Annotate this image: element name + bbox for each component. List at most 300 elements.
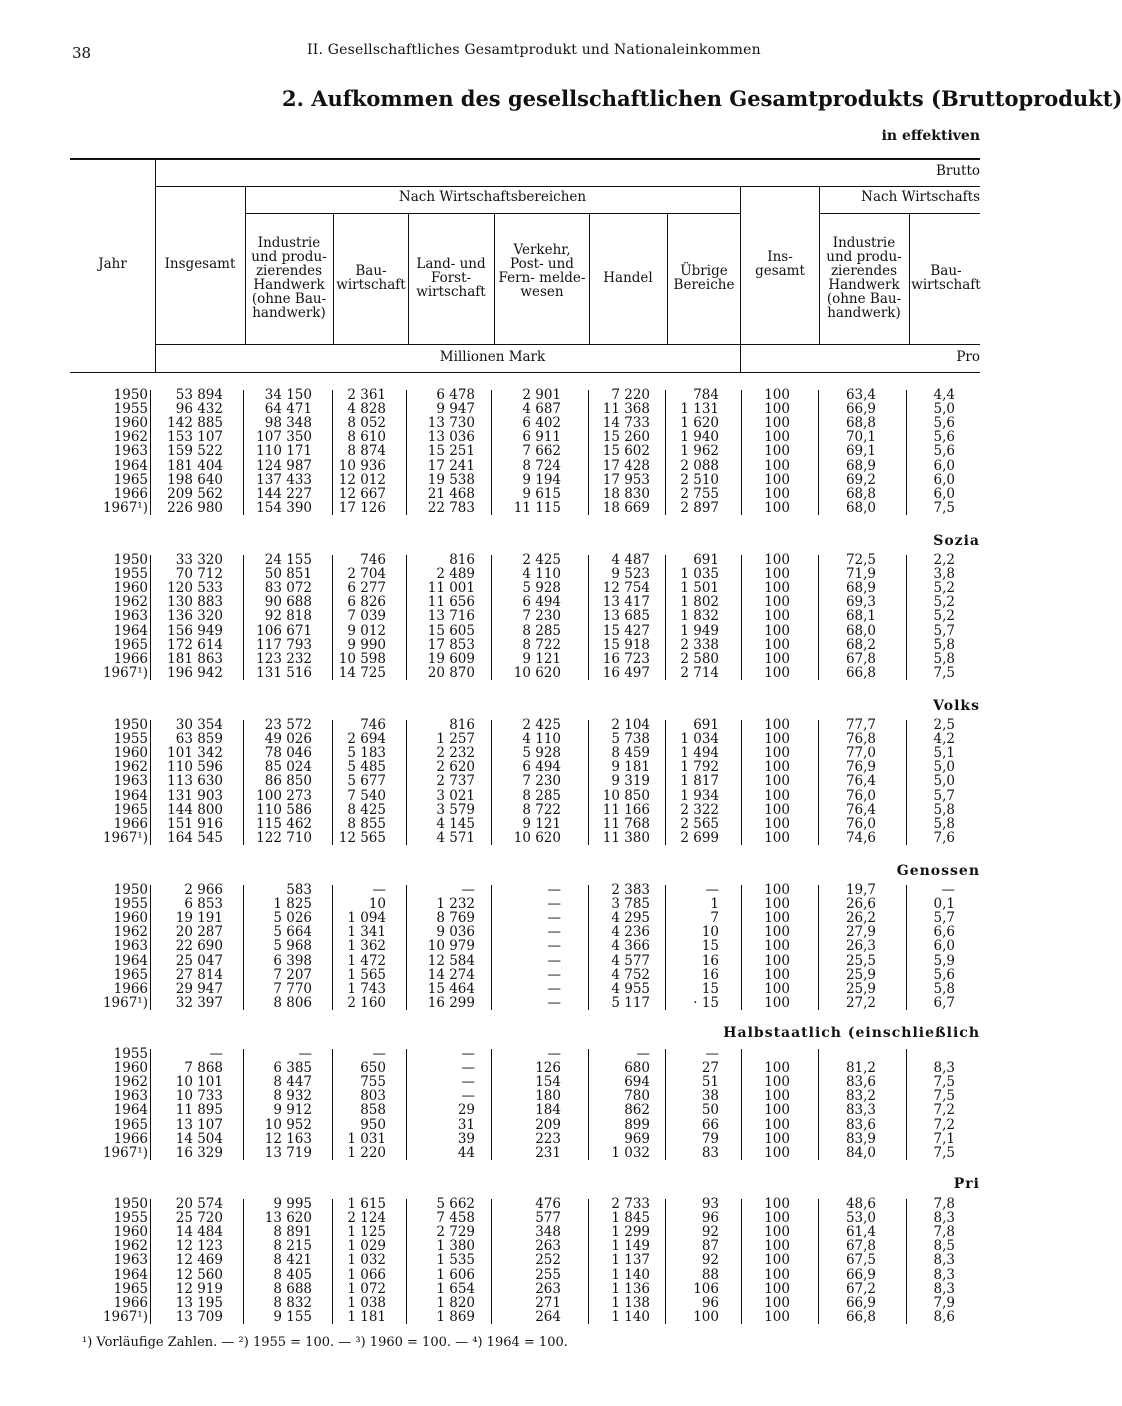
- cell-insgesamt-percent: 100: [764, 499, 790, 516]
- cell-insgesamt: —: [209, 1046, 223, 1062]
- cell-handel: 15 427: [602, 622, 650, 639]
- cell-verkehr: 180: [535, 1088, 561, 1105]
- cell-bau: 1 066: [347, 1266, 386, 1283]
- cell-uebrige: 784: [693, 387, 719, 403]
- cell-industrie-percent: 76,0: [845, 815, 876, 832]
- cell-verkehr: 252: [535, 1252, 561, 1269]
- cell-industrie: 8 405: [273, 1266, 312, 1283]
- cell-handel: 4 366: [611, 938, 650, 955]
- section-label: Volks: [933, 698, 980, 714]
- cell-bau-percent: 5,8: [933, 815, 955, 832]
- cell-handel: —: [636, 1046, 650, 1062]
- cell-insgesamt-percent: 100: [764, 552, 790, 568]
- header-nach-left: Nach Wirtschaftsbereichen: [398, 189, 587, 205]
- cell-verkehr: 5 928: [522, 745, 561, 762]
- cell-industrie: 83 072: [264, 580, 312, 597]
- cell-industrie-percent: 76,9: [845, 759, 876, 776]
- cell-bau-percent: 7,6: [933, 829, 955, 846]
- cell-jahr: 1962: [113, 924, 148, 941]
- cell-jahr: 1962: [113, 1074, 148, 1091]
- cell-verkehr: 10 620: [513, 829, 561, 846]
- cell-bau: 8 874: [347, 443, 386, 460]
- cell-handel: 8 459: [611, 745, 650, 762]
- cell-verkehr: 263: [535, 1238, 561, 1255]
- cell-uebrige: 16: [701, 952, 719, 969]
- cell-verkehr: 6 911: [522, 429, 561, 446]
- cell-insgesamt: 14 504: [175, 1130, 223, 1147]
- block-rule: [150, 1049, 151, 1160]
- block-rule: [906, 885, 907, 1010]
- cell-insgesamt-percent: 100: [764, 994, 790, 1011]
- cell-handel: 13 685: [602, 608, 650, 625]
- cell-verkehr: 6 402: [522, 415, 561, 432]
- cell-jahr: 1960: [113, 580, 148, 597]
- cell-industrie: 110 171: [256, 443, 312, 460]
- cell-bau: 10: [368, 896, 386, 913]
- cell-jahr: 1962: [113, 759, 148, 776]
- cell-bau-percent: 5,9: [933, 952, 955, 969]
- cell-uebrige: 92: [701, 1224, 719, 1241]
- cell-land: 15 251: [427, 443, 475, 460]
- cell-uebrige: 87: [701, 1238, 719, 1255]
- cell-industrie: 5 026: [273, 910, 312, 927]
- cell-industrie-percent: 68,9: [845, 457, 876, 474]
- cell-insgesamt: 16 329: [175, 1144, 223, 1161]
- block-rule: [818, 555, 819, 680]
- block-rule: [150, 1199, 151, 1324]
- cell-bau: 8 610: [347, 429, 386, 446]
- cell-land: —: [461, 882, 475, 898]
- cell-land: 1 257: [436, 731, 475, 748]
- cell-industrie-percent: 63,4: [845, 387, 876, 403]
- cell-land: 2 737: [436, 773, 475, 790]
- cell-bau-percent: 8,3: [933, 1210, 955, 1227]
- cell-handel: 1 140: [611, 1308, 650, 1325]
- cell-industrie: 144 227: [256, 485, 312, 502]
- block-rule: [818, 1199, 819, 1324]
- cell-insgesamt: 101 342: [167, 745, 223, 762]
- section-label: Halbstaatlich (einschließlich: [723, 1025, 980, 1041]
- cell-handel: 4 295: [611, 910, 650, 927]
- cell-verkehr: 8 285: [522, 787, 561, 804]
- cell-jahr: 1964: [113, 1102, 148, 1119]
- cell-jahr: 1967¹): [102, 994, 148, 1011]
- cell-jahr: 1963: [113, 938, 148, 955]
- cell-bau: 1 031: [347, 1130, 386, 1147]
- cell-uebrige: 79: [701, 1130, 719, 1147]
- cell-industrie-percent: 69,2: [845, 471, 876, 488]
- cell-handel: 5 117: [611, 994, 650, 1011]
- cell-industrie: 137 433: [256, 471, 312, 488]
- block-rule: [491, 390, 492, 515]
- cell-jahr: 1967¹): [102, 829, 148, 846]
- cell-handel: 680: [624, 1060, 650, 1077]
- cell-insgesamt-percent: 100: [764, 1088, 790, 1105]
- cell-bau: 9 012: [347, 622, 386, 639]
- cell-land: —: [461, 1060, 475, 1077]
- block-rule: [406, 390, 407, 515]
- cell-insgesamt-percent: 100: [764, 1196, 790, 1212]
- cell-insgesamt-percent: 100: [764, 1130, 790, 1147]
- cell-jahr: 1966: [113, 815, 148, 832]
- cell-industrie-percent: 76,4: [845, 773, 876, 790]
- cell-insgesamt-percent: 100: [764, 801, 790, 818]
- block-rule: [243, 720, 244, 845]
- cell-uebrige: 88: [701, 1266, 719, 1283]
- cell-industrie-percent: 66,9: [845, 1294, 876, 1311]
- cell-jahr: 1965: [113, 1116, 148, 1133]
- header-brutto: Brutto: [935, 163, 980, 179]
- cell-jahr: 1955: [113, 401, 148, 418]
- cell-verkehr: 8 722: [522, 636, 561, 653]
- block-rule: [491, 885, 492, 1010]
- cell-insgesamt-percent: 100: [764, 773, 790, 790]
- cell-bau-percent: 7,5: [933, 1088, 955, 1105]
- cell-bau-percent: 7,2: [933, 1116, 955, 1133]
- block-rule: [818, 720, 819, 845]
- cell-industrie: 50 851: [264, 566, 312, 583]
- cell-jahr: 1965: [113, 1280, 148, 1297]
- cell-industrie-percent: 66,9: [845, 1266, 876, 1283]
- cell-bau: 12 565: [338, 829, 386, 846]
- cell-industrie: 13 620: [264, 1210, 312, 1227]
- cell-industrie: 9 912: [273, 1102, 312, 1119]
- cell-uebrige: 2 338: [680, 636, 719, 653]
- cell-uebrige: 100: [693, 1308, 719, 1325]
- cell-uebrige: 1 035: [680, 566, 719, 583]
- cell-insgesamt: 13 107: [175, 1116, 223, 1133]
- cell-insgesamt: 14 484: [175, 1224, 223, 1241]
- cell-uebrige: 2 322: [680, 801, 719, 818]
- cell-bau: 8 855: [347, 815, 386, 832]
- block-rule: [906, 390, 907, 515]
- cell-land: 17 853: [427, 636, 475, 653]
- cell-insgesamt: 10 101: [175, 1074, 223, 1091]
- block-rule: [150, 720, 151, 845]
- cell-verkehr: 6 494: [522, 594, 561, 611]
- cell-land: 12 584: [427, 952, 475, 969]
- cell-insgesamt-percent: 100: [764, 882, 790, 898]
- cell-jahr: 1964: [113, 622, 148, 639]
- cell-insgesamt-percent: 100: [764, 443, 790, 460]
- cell-insgesamt-percent: 100: [764, 457, 790, 474]
- cell-insgesamt-percent: 100: [764, 731, 790, 748]
- cell-industrie-percent: 83,6: [845, 1074, 876, 1091]
- cell-land: 19 609: [427, 650, 475, 667]
- cell-industrie: 78 046: [264, 745, 312, 762]
- cell-industrie: 8 891: [273, 1224, 312, 1241]
- cell-verkehr: 2 425: [522, 717, 561, 733]
- cell-bau-percent: 5,0: [933, 773, 955, 790]
- cell-uebrige: 83: [701, 1144, 719, 1161]
- cell-handel: 13 417: [602, 594, 650, 611]
- cell-verkehr: 7 230: [522, 773, 561, 790]
- cell-land: 1 380: [436, 1238, 475, 1255]
- cell-bau-percent: 5,6: [933, 966, 955, 983]
- cell-industrie-percent: 68,1: [845, 608, 876, 625]
- block-rule: [741, 390, 742, 515]
- cell-bau: 10 598: [338, 650, 386, 667]
- cell-land: 9 947: [436, 401, 475, 418]
- cell-insgesamt-percent: 100: [764, 815, 790, 832]
- cell-verkehr: 8 285: [522, 622, 561, 639]
- cell-industrie: 8 688: [273, 1280, 312, 1297]
- cell-insgesamt: 53 894: [175, 387, 223, 403]
- cell-verkehr: 9 194: [522, 471, 561, 488]
- block-rule: [243, 885, 244, 1010]
- cell-bau-percent: 6,0: [933, 485, 955, 502]
- cell-land: 11 001: [427, 580, 475, 597]
- block-rule: [406, 720, 407, 845]
- cell-verkehr: 7 230: [522, 608, 561, 625]
- cell-insgesamt: 196 942: [167, 664, 223, 681]
- cell-insgesamt-percent: 100: [764, 401, 790, 418]
- cell-industrie: 5 664: [273, 924, 312, 941]
- cell-insgesamt: 96 432: [175, 401, 223, 418]
- cell-industrie-percent: 48,6: [845, 1196, 876, 1212]
- cell-insgesamt-percent: 100: [764, 1252, 790, 1269]
- cell-insgesamt: 110 596: [167, 759, 223, 776]
- cell-industrie-percent: 68,8: [845, 415, 876, 432]
- cell-handel: 694: [624, 1074, 650, 1091]
- cell-bau: 5 183: [347, 745, 386, 762]
- header-verkehr: Verkehr, Post- und Fern- melde- wesen: [498, 242, 586, 300]
- unit-rule: [155, 344, 980, 345]
- cell-jahr: 1967¹): [102, 1308, 148, 1325]
- cell-bau-percent: 8,3: [933, 1060, 955, 1077]
- cell-land: 1 654: [436, 1280, 475, 1297]
- cell-insgesamt: 136 320: [167, 608, 223, 625]
- cell-bau-percent: 5,2: [933, 580, 955, 597]
- cell-jahr: 1963: [113, 1088, 148, 1105]
- header-handel: Handel: [603, 270, 653, 286]
- cell-jahr: 1963: [113, 773, 148, 790]
- cell-verkehr: 577: [535, 1210, 561, 1227]
- cell-bau: 1 615: [347, 1196, 386, 1212]
- col-rule-8: [740, 186, 741, 372]
- cell-bau: 2 361: [347, 387, 386, 403]
- cell-insgesamt: 6 853: [184, 896, 223, 913]
- cell-bau: 950: [360, 1116, 386, 1133]
- cell-industrie-percent: 67,8: [845, 650, 876, 667]
- cell-bau: 12 012: [338, 471, 386, 488]
- cell-handel: 1 137: [611, 1252, 650, 1269]
- section-label: Sozia: [933, 533, 980, 549]
- cell-uebrige: 691: [693, 552, 719, 568]
- cell-verkehr: 2 901: [522, 387, 561, 403]
- cell-land: 16 299: [427, 994, 475, 1011]
- cell-handel: 11 380: [602, 829, 650, 846]
- cell-insgesamt: 70 712: [175, 566, 223, 583]
- cell-insgesamt-percent: 100: [764, 429, 790, 446]
- header-bau-percent: Bau- wirtschaft: [911, 263, 981, 293]
- cell-bau-percent: 7,8: [933, 1224, 955, 1241]
- cell-bau-percent: 7,5: [933, 664, 955, 681]
- cell-land: 31: [457, 1116, 475, 1133]
- cell-industrie: 49 026: [264, 731, 312, 748]
- cell-handel: 15 602: [602, 443, 650, 460]
- cell-verkehr: 209: [535, 1116, 561, 1133]
- cell-verkehr: 231: [535, 1144, 561, 1161]
- cell-insgesamt-percent: 100: [764, 1102, 790, 1119]
- cell-industrie: 8 215: [273, 1238, 312, 1255]
- cell-bau-percent: 7,9: [933, 1294, 955, 1311]
- cell-land: 4 571: [436, 829, 475, 846]
- cell-insgesamt: 181 404: [167, 457, 223, 474]
- cell-verkehr: 8 724: [522, 457, 561, 474]
- block-rule: [491, 1199, 492, 1324]
- cell-bau: 746: [360, 717, 386, 733]
- cell-insgesamt-percent: 100: [764, 1238, 790, 1255]
- cell-handel: 14 733: [602, 415, 650, 432]
- cell-insgesamt-percent: 100: [764, 910, 790, 927]
- cell-insgesamt: 159 522: [167, 443, 223, 460]
- cell-bau-percent: 6,0: [933, 938, 955, 955]
- cell-jahr: 1967¹): [102, 664, 148, 681]
- cell-verkehr: —: [547, 910, 561, 927]
- block-rule: [665, 885, 666, 1010]
- cell-land: 1 535: [436, 1252, 475, 1269]
- cell-insgesamt-percent: 100: [764, 650, 790, 667]
- cell-bau: 17 126: [338, 499, 386, 516]
- cell-bau: 1 038: [347, 1294, 386, 1311]
- cell-land: 21 468: [427, 485, 475, 502]
- cell-land: 3 021: [436, 787, 475, 804]
- cell-bau-percent: 7,8: [933, 1196, 955, 1212]
- cell-industrie: 583: [286, 882, 312, 898]
- cell-land: 13 036: [427, 429, 475, 446]
- cell-industrie-percent: 26,6: [845, 896, 876, 913]
- cell-jahr: 1950: [113, 552, 148, 568]
- cell-bau-percent: 5,0: [933, 401, 955, 418]
- cell-land: —: [461, 1074, 475, 1091]
- cell-bau-percent: 2,2: [933, 552, 955, 568]
- cell-land: 5 662: [436, 1196, 475, 1212]
- cell-uebrige: 27: [701, 1060, 719, 1077]
- header-jahr: Jahr: [98, 256, 127, 272]
- cell-insgesamt-percent: 100: [764, 622, 790, 639]
- cell-verkehr: —: [547, 896, 561, 913]
- cell-industrie-percent: 83,2: [845, 1088, 876, 1105]
- cell-industrie-percent: 25,9: [845, 980, 876, 997]
- block-rule: [150, 555, 151, 680]
- cell-industrie-percent: 76,8: [845, 731, 876, 748]
- cell-insgesamt: 29 947: [175, 980, 223, 997]
- col-rule-3: [333, 213, 334, 344]
- cell-industrie: 90 688: [264, 594, 312, 611]
- cell-land: 44: [457, 1144, 475, 1161]
- cell-uebrige: 16: [701, 966, 719, 983]
- cell-bau: 8 052: [347, 415, 386, 432]
- cell-insgesamt-percent: 100: [764, 829, 790, 846]
- cell-industrie-percent: 66,8: [845, 1308, 876, 1325]
- cell-insgesamt: 25 047: [175, 952, 223, 969]
- cell-industrie-percent: 26,2: [845, 910, 876, 927]
- cell-industrie-percent: 69,3: [845, 594, 876, 611]
- cell-handel: 899: [624, 1116, 650, 1133]
- cell-bau: 10 936: [338, 457, 386, 474]
- cell-handel: 18 830: [602, 485, 650, 502]
- cell-uebrige: —: [705, 1046, 719, 1062]
- section-label: Pri: [953, 1176, 980, 1192]
- cell-verkehr: —: [547, 966, 561, 983]
- cell-bau: 1 125: [347, 1224, 386, 1241]
- cell-industrie: 7 770: [273, 980, 312, 997]
- cell-jahr: 1964: [113, 787, 148, 804]
- cell-bau-percent: 6,6: [933, 924, 955, 941]
- col-rule-7: [667, 213, 668, 344]
- header-bottom-rule: [70, 372, 980, 373]
- cell-bau-percent: 2,5: [933, 717, 955, 733]
- cell-industrie-percent: 72,5: [845, 552, 876, 568]
- header-nach-right: Nach Wirtschafts: [861, 189, 980, 205]
- cell-verkehr: 154: [535, 1074, 561, 1091]
- cell-insgesamt: 11 895: [175, 1102, 223, 1119]
- cell-verkehr: 9 121: [522, 815, 561, 832]
- cell-industrie: 7 207: [273, 966, 312, 983]
- cell-bau: 2 124: [347, 1210, 386, 1227]
- cell-jahr: 1964: [113, 952, 148, 969]
- cell-bau-percent: 4,4: [933, 387, 955, 403]
- cell-bau-percent: 7,5: [933, 1074, 955, 1091]
- cell-industrie-percent: 68,8: [845, 485, 876, 502]
- cell-insgesamt-percent: 100: [764, 415, 790, 432]
- cell-bau: 5 485: [347, 759, 386, 776]
- cell-verkehr: 7 662: [522, 443, 561, 460]
- cell-verkehr: 4 687: [522, 401, 561, 418]
- cell-uebrige: 2 755: [680, 485, 719, 502]
- cell-industrie: 98 348: [264, 415, 312, 432]
- cell-industrie-percent: 66,8: [845, 664, 876, 681]
- cell-bau: 1 565: [347, 966, 386, 983]
- cell-bau-percent: 5,8: [933, 980, 955, 997]
- cell-uebrige: 15: [701, 980, 719, 997]
- cell-handel: 17 428: [602, 457, 650, 474]
- cell-industrie: 8 806: [273, 994, 312, 1011]
- cell-jahr: 1950: [113, 387, 148, 403]
- cell-industrie-percent: 81,2: [845, 1060, 876, 1077]
- cell-uebrige: 1 131: [680, 401, 719, 418]
- cell-bau: 6 277: [347, 580, 386, 597]
- cell-bau-percent: 5,6: [933, 429, 955, 446]
- cell-insgesamt: 13 709: [175, 1308, 223, 1325]
- cell-verkehr: 126: [535, 1060, 561, 1077]
- cell-verkehr: 9 121: [522, 650, 561, 667]
- cell-bau-percent: 7,2: [933, 1102, 955, 1119]
- cell-bau: 650: [360, 1060, 386, 1077]
- cell-industrie-percent: 68,0: [845, 499, 876, 516]
- header-bau: Bau- wirtschaft: [336, 263, 406, 293]
- cell-jahr: 1955: [113, 896, 148, 913]
- cell-jahr: 1955: [113, 1210, 148, 1227]
- cell-bau: 858: [360, 1102, 386, 1119]
- cell-industrie-percent: 66,9: [845, 401, 876, 418]
- cell-industrie: 5 968: [273, 938, 312, 955]
- block-rule: [906, 1049, 907, 1160]
- cell-verkehr: 4 110: [522, 731, 561, 748]
- cell-verkehr: —: [547, 938, 561, 955]
- cell-handel: 2 104: [611, 717, 650, 733]
- cell-uebrige: 2 699: [680, 829, 719, 846]
- cell-insgesamt: 120 533: [167, 580, 223, 597]
- cell-uebrige: · 15: [693, 994, 719, 1011]
- cell-bau-percent: 5,6: [933, 415, 955, 432]
- cell-industrie: 92 818: [264, 608, 312, 625]
- cell-insgesamt: 19 191: [175, 910, 223, 927]
- cell-jahr: 1962: [113, 594, 148, 611]
- nach-rule-left: [245, 213, 740, 214]
- cell-industrie: 124 987: [256, 457, 312, 474]
